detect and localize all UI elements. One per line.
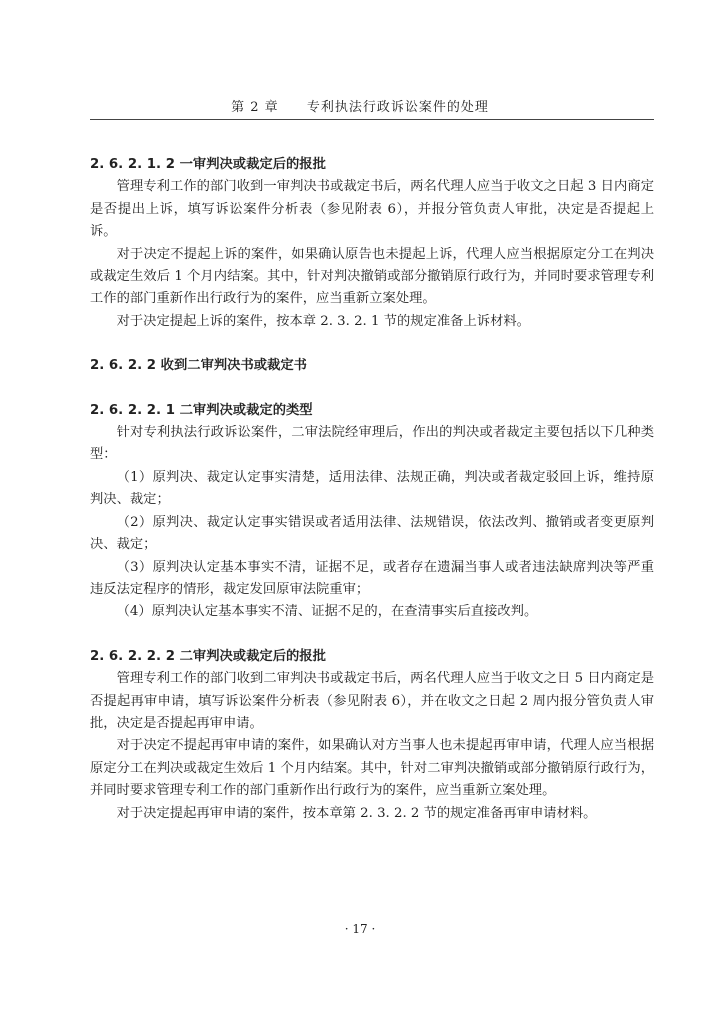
chapter-title: 专利执法行政诉讼案件的处理 (306, 100, 489, 115)
section-heading: 2. 6. 2. 2. 2 二审判决或裁定后的报批 (90, 648, 326, 664)
paragraph: 对于决定提起上诉的案件，按本章 2. 3. 2. 1 节的规定准备上诉材料。 (116, 313, 530, 329)
section-heading: 2. 6. 2. 2. 1 二审判决或裁定的类型 (90, 402, 313, 418)
body-text (90, 154, 654, 825)
section-2-6-2-2-2 (90, 646, 654, 825)
section-2-6-2-2-1 (90, 400, 654, 624)
page-number: · 17 · (344, 922, 376, 936)
list-item: （2）原判决、裁定认定事实错误或者适用法律、法规错误，依法改判、撤销或者变更原判决、裁定； (90, 514, 654, 553)
list-item: （1）原判决、裁定认定事实清楚，适用法律、法规正确，判决或者裁定驳回上诉，维持原判决、裁定； (90, 469, 654, 508)
paragraph: 针对专利执法行政诉讼案件，二审法院经审理后，作出的判决或者裁定主要包括以下几种类型： (90, 425, 654, 463)
section-heading: 2. 6. 2. 1. 2 一审判决或裁定后的报批 (90, 157, 326, 172)
list-item: （4）原判决认定基本事实不清、证据不足的，在查清事实后直接改判。 (116, 604, 538, 620)
paragraph: 对于决定不提起上诉的案件，如果确认原告也未提起上诉，代理人应当根据原定分工在判决或裁定生效后 1 个月内结案。其中，针对判决撤销或部分撤销原行政行为，并同时要求管理专利工作的部门重新作出行政行为的案件，应当重新立案处理。 (90, 246, 654, 307)
chapter-number: 第 2 章 (231, 100, 279, 115)
list-item: （3）原判决认定基本事实不清，证据不足，或者存在遗漏当事人或者违法缺席判决等严重违反法定程序的情形，裁定发回原审法院重审； (90, 559, 654, 597)
section-2-6-2-1-2 (90, 154, 654, 333)
paragraph: 管理专利工作的部门收到一审判决书或裁定书后，两名代理人应当于收文之日起 3 日内商定是否提出上诉，填写诉讼案件分析表（参见附表 6），并报分管负责人审批，决定是否提起上诉。 (90, 179, 654, 240)
section-heading: 2. 6. 2. 2 收到二审判决书或裁定书 (90, 358, 307, 374)
paragraph: 对于决定不提起再审申请的案件，如果确认对方当事人也未提起再审申请，代理人应当根据原定分工在判决或裁定生效后 1 个月内结案。其中，针对二审判决撤销或部分撤销原行政行为，并同时要求管理专利工作的部门重新作出行政行为的案件，应当重新立案处理。 (90, 738, 654, 799)
header-rule (90, 119, 654, 120)
paragraph: 对于决定提起再审申请的案件，按本章第 2. 3. 2. 2 节的规定准备再审申请材料。 (116, 805, 597, 821)
section-2-6-2-2 (90, 355, 654, 377)
running-header (90, 96, 630, 115)
paragraph: 管理专利工作的部门收到二审判决书或裁定书后，两名代理人应当于收文之日 5 日内商定是否提起再审申请，填写诉讼案件分析表（参见附表 6），并在收文之日起 2 周内报分管负责人审批，决定是否提起再审申请。 (90, 671, 654, 731)
